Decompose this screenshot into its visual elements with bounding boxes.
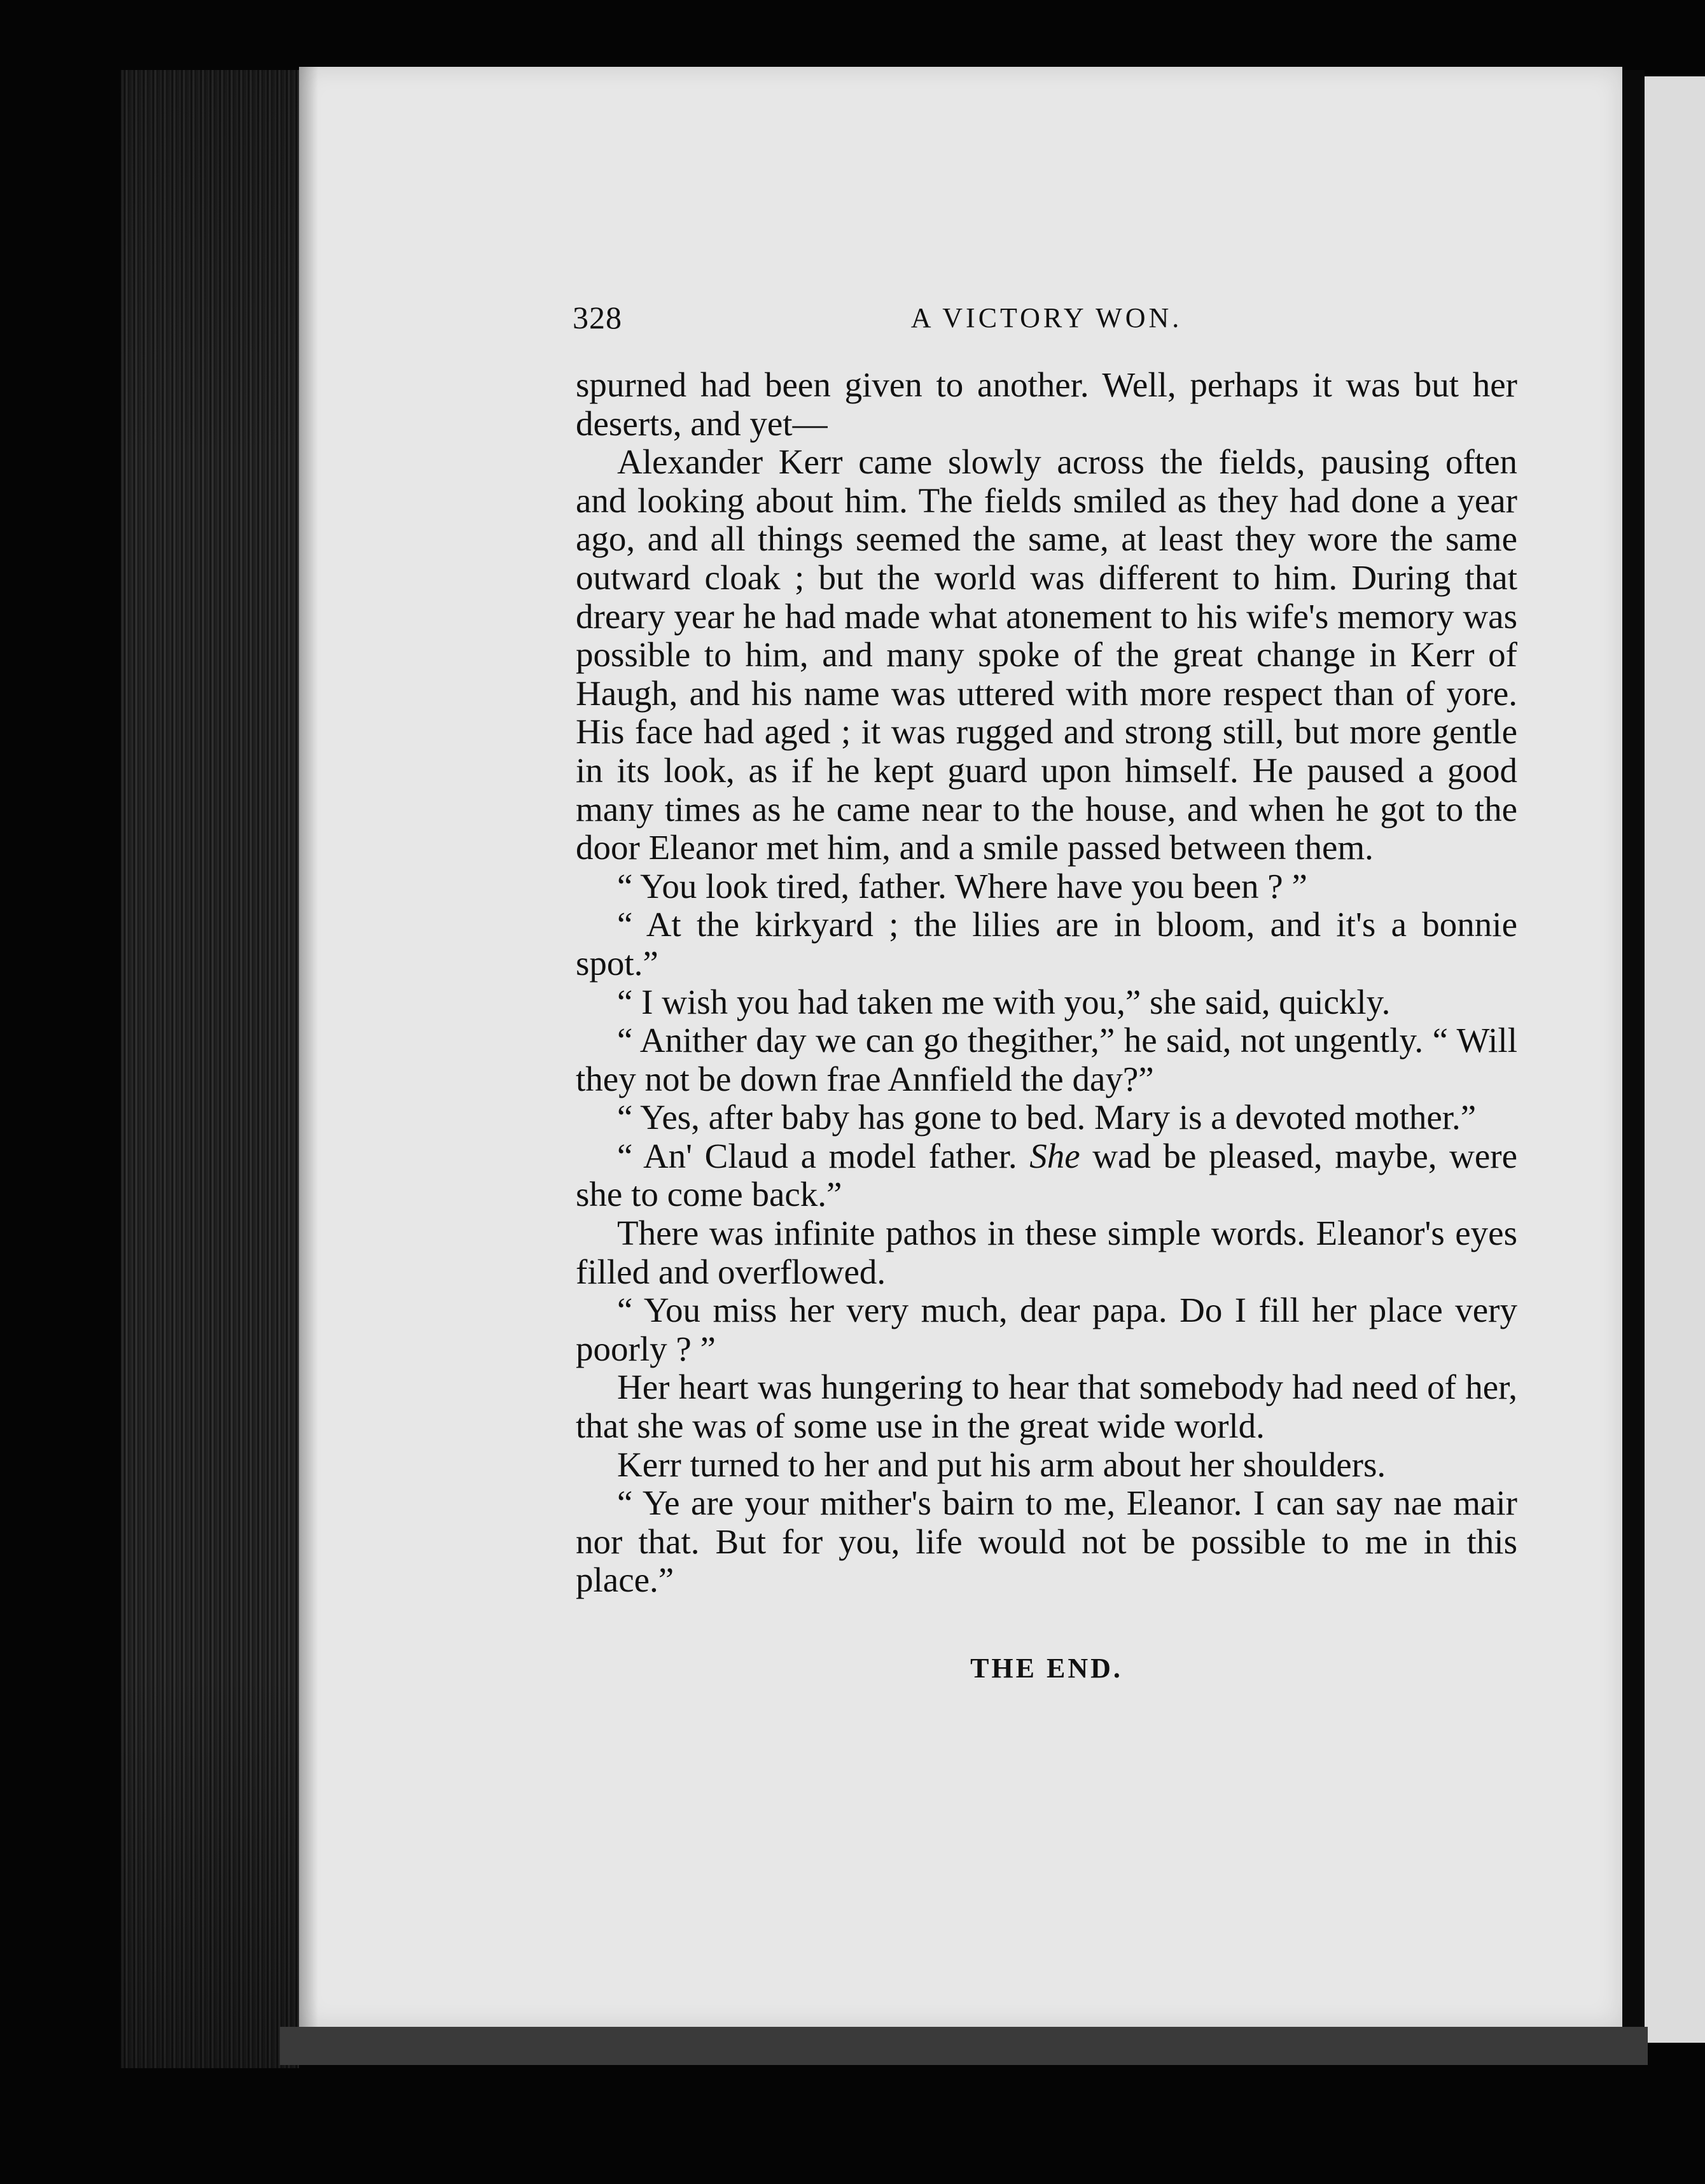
body-text	[576, 366, 1517, 1688]
page-number: 328	[573, 300, 622, 335]
paragraph: “ Yes, after baby has gone to bed. Mary is a devoted mother.”	[617, 1098, 1477, 1137]
page-bottom-edge	[280, 2027, 1648, 2065]
emphasized-word: She	[1029, 1136, 1080, 1175]
paragraph: “ You miss her very much, dear papa. Do I fill her place very poorly ? ”	[576, 1291, 1517, 1368]
page-header	[573, 299, 1521, 350]
paragraph: “ I wish you had taken me with you,” she said, quickly.	[617, 982, 1391, 1021]
page-gutter	[1622, 70, 1645, 2049]
paragraph: “ Ye are your mither's bairn to me, Eleanor. I can say nae mair nor that. But for you, life would not be possible to me in this place.”	[576, 1483, 1517, 1600]
paragraph-text: “ An' Claud a model father.	[617, 1136, 1030, 1175]
paragraph-text: wad be pleased, maybe, were she to come back.”	[576, 1136, 1517, 1214]
paragraph: “ You look tired, father. Where have you been ? ”	[617, 866, 1307, 906]
book-page-edges	[121, 70, 299, 2068]
paragraph: “ At the kirkyard ; the lilies are in bloom, and it's a bonnie spot.”	[576, 905, 1517, 983]
running-title: A VICTORY WON.	[910, 302, 1183, 333]
paragraph: There was infinite pathos in these simple words. Eleanor's eyes filled and overflowed.	[576, 1214, 1517, 1291]
paragraph: “ Anither day we can go thegither,” he said, not ungently. “ Will they not be down frae Annfield the day?”	[576, 1021, 1517, 1098]
paragraph: Her heart was hungering to hear that somebody had need of her, that she was of some use in the great wide world.	[576, 1368, 1517, 1446]
the-end-heading: THE END.	[970, 1653, 1123, 1684]
paragraph: Kerr turned to her and put his arm about her shoulders.	[617, 1445, 1386, 1484]
paragraph: spurned had been given to another. Well, perhaps it was but her deserts, and yet—	[576, 365, 1517, 443]
paragraph	[576, 1137, 1517, 1214]
facing-page-edge	[1645, 76, 1705, 2043]
paragraph: Alexander Kerr came slowly across the fields, pausing often and looking about him. The fields smiled as they had done a year ago, and all things seemed the same, at least they wore the same outward cloak ; but the world was different to him. During that dreary year he had made what atonement to his wife's memory was possible to him, and many spoke of the great change in Kerr of Haugh, and his name was uttered with more respect than of yore. His face had aged ; it was rugged and strong still, but more gentle in its look, as if he kept guard upon himself. He paused a good many times as he came near to the house, and when he got to the door Eleanor met him, and a smile passed between them.	[576, 442, 1517, 867]
